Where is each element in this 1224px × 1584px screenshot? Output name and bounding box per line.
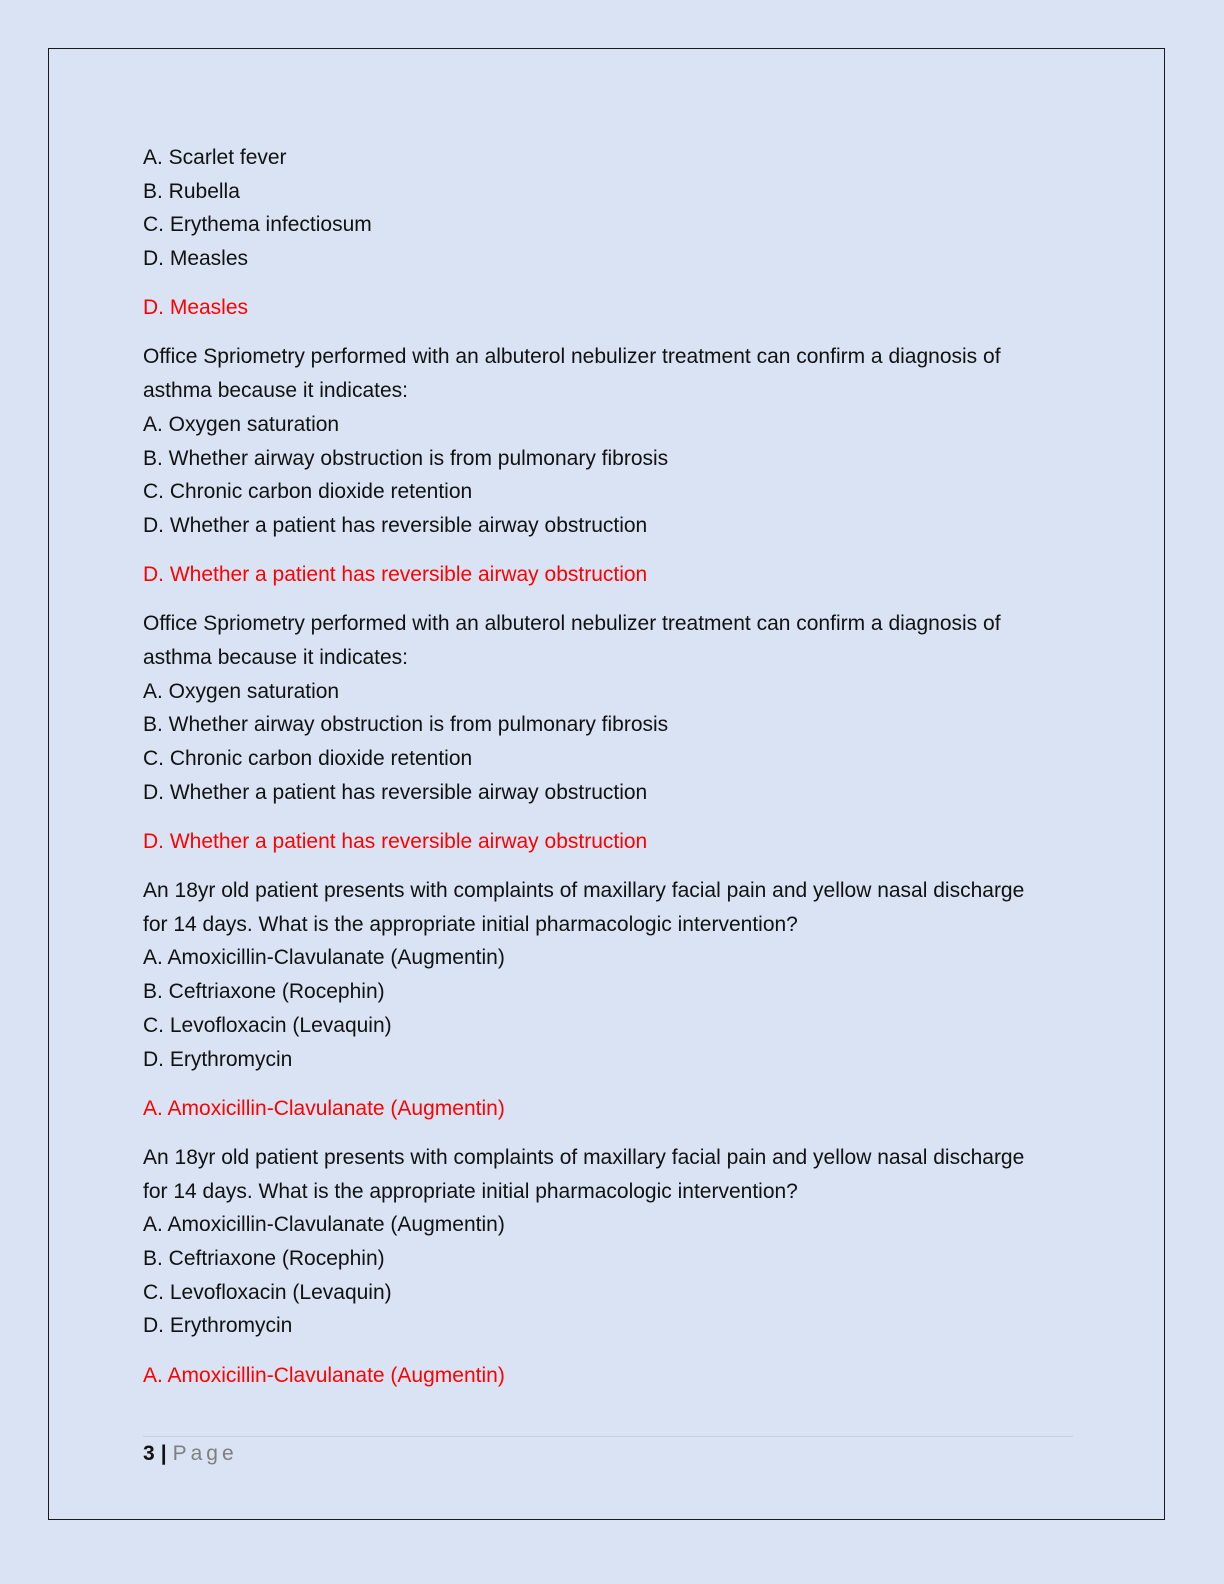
option-b: B. Whether airway obstruction is from pulmonary fibrosis <box>143 713 669 737</box>
page-footer <box>143 1440 238 1468</box>
question-text: for 14 days. What is the appropriate initial pharmacologic intervention? <box>143 912 798 936</box>
question-text: An 18yr old patient presents with complaints of maxillary facial pain and yellow nasal discharge <box>143 879 1025 903</box>
option-a: A. Amoxicillin-Clavulanate (Augmentin) <box>143 946 505 970</box>
question-block <box>143 340 1083 607</box>
option-c: C. Erythema infectiosum <box>143 213 372 237</box>
question-block <box>143 1141 1083 1392</box>
correct-answer: A. Amoxicillin-Clavulanate (Augmentin) <box>143 1363 505 1387</box>
option-a: A. Scarlet fever <box>143 146 287 169</box>
option-b: B. Ceftriaxone (Rocephin) <box>143 1246 385 1270</box>
option-a: A. Oxygen saturation <box>143 412 340 436</box>
option-c: C. Chronic carbon dioxide retention <box>143 747 473 770</box>
option-b: B. Whether airway obstruction is from pulmonary fibrosis <box>143 446 669 470</box>
question-block <box>143 607 1083 874</box>
correct-answer: D. Whether a patient has reversible airway obstruction <box>143 563 648 587</box>
correct-answer: D. Measles <box>143 296 249 320</box>
option-c: C. Levofloxacin (Levaquin) <box>143 1013 392 1037</box>
question-text: asthma because it indicates: <box>143 379 408 403</box>
option-d: D. Measles <box>143 247 249 271</box>
option-d: D. Whether a patient has reversible airway obstruction <box>143 513 648 537</box>
question-text: An 18yr old patient presents with complaints of maxillary facial pain and yellow nasal discharge <box>143 1145 1025 1169</box>
question-text: for 14 days. What is the appropriate initial pharmacologic intervention? <box>143 1179 798 1203</box>
question-block <box>143 874 1083 1141</box>
option-d: D. Erythromycin <box>143 1314 293 1338</box>
footer-separator: | <box>160 1442 167 1465</box>
correct-answer: A. Amoxicillin-Clavulanate (Augmentin) <box>143 1096 505 1120</box>
question-block <box>143 141 1083 340</box>
option-d: D. Whether a patient has reversible airway obstruction <box>143 780 648 804</box>
option-b: B. Ceftriaxone (Rocephin) <box>143 980 385 1004</box>
footer-divider <box>143 1436 1073 1437</box>
option-d: D. Erythromycin <box>143 1047 293 1071</box>
option-a: A. Oxygen saturation <box>143 679 340 703</box>
document-body <box>143 141 1083 1392</box>
question-text: Office Spriometry performed with an albuterol nebulizer treatment can confirm a diagnosis of <box>143 612 1001 636</box>
option-a: A. Amoxicillin-Clavulanate (Augmentin) <box>143 1213 505 1237</box>
option-c: C. Chronic carbon dioxide retention <box>143 480 473 504</box>
question-text: asthma because it indicates: <box>143 645 408 669</box>
question-text: Office Spriometry performed with an albuterol nebulizer treatment can confirm a diagnosis of <box>143 345 1001 369</box>
option-c: C. Levofloxacin (Levaquin) <box>143 1280 392 1304</box>
page-number: 3 <box>143 1442 155 1465</box>
correct-answer: D. Whether a patient has reversible airway obstruction <box>143 829 648 853</box>
option-b: B. Rubella <box>143 179 240 203</box>
page-label: Page <box>172 1442 238 1465</box>
